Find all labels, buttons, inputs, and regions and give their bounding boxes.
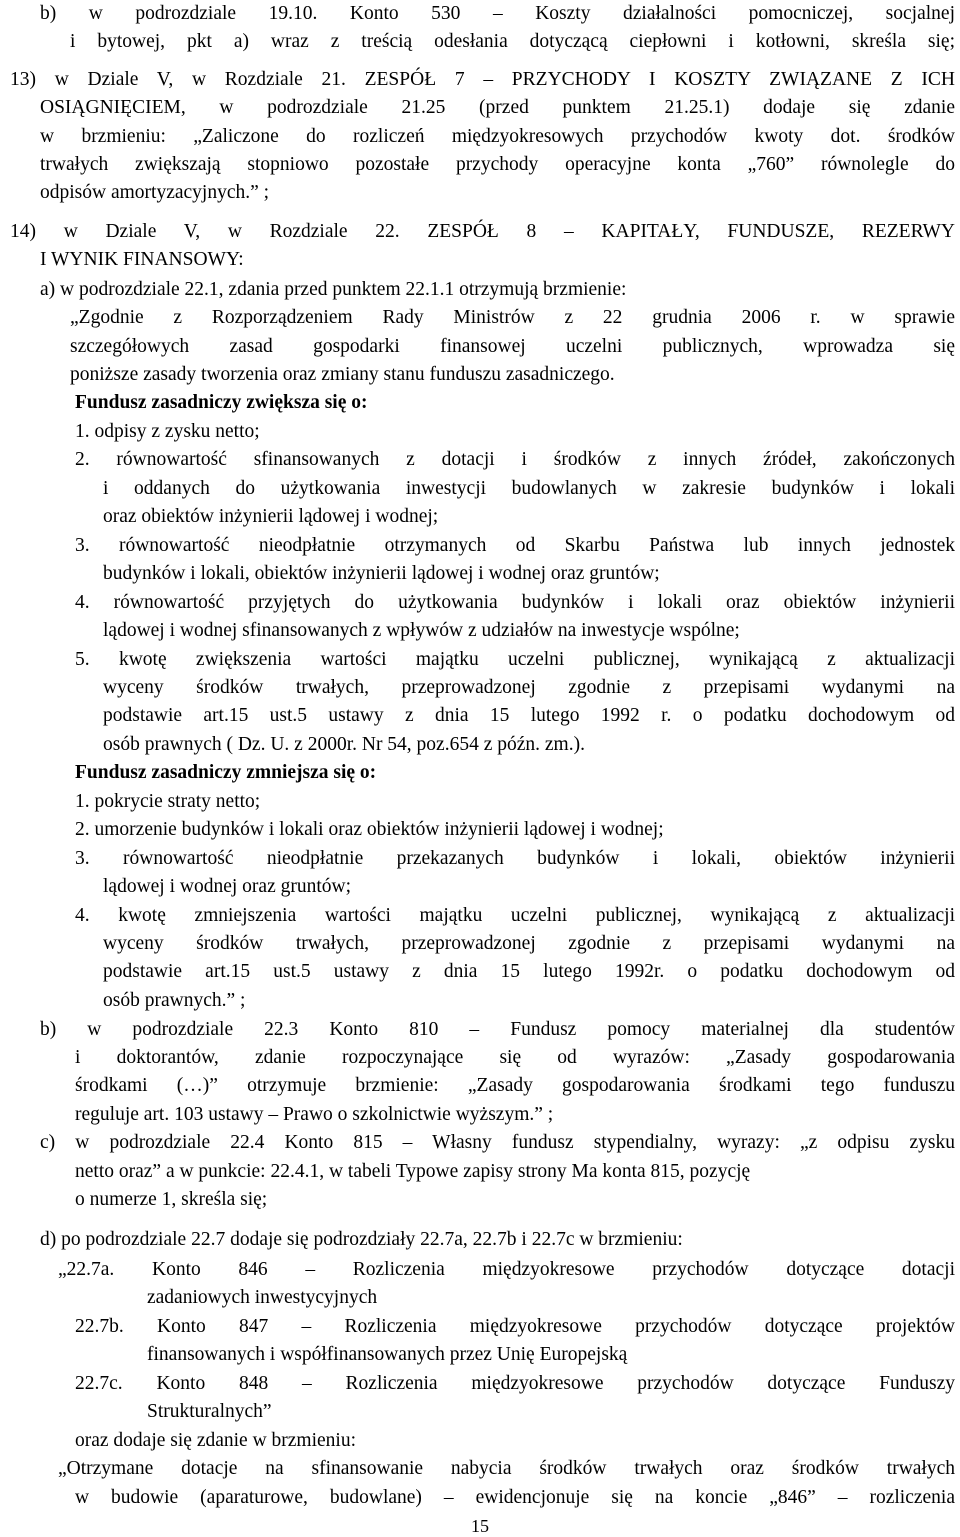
- text-line: oraz dodaje się zdanie w brzmieniu:: [75, 1430, 357, 1451]
- text-line: lądowej i wodnej oraz gruntów;: [103, 876, 352, 897]
- list-item: 3. równowartość nieodpłatnie przekazanych budynków i lokali, obiektów inżynierii: [75, 848, 955, 869]
- text-line: trwałych zwiększają stopniowo pozostałe przychody operacyjne konta „760” równolegle do: [40, 154, 955, 175]
- text-line: i oddanych do użytkowania inwestycji budowlanych w zakresie budynków i lokali: [103, 478, 955, 499]
- text-line: podstawie art.15 ust.5 ustawy z dnia 15 lutego 1992 r. o podatku dochodowym od: [103, 705, 955, 726]
- text-line: reguluje art. 103 ustawy – Prawo o szkolnictwie wyższym.” ;: [75, 1104, 554, 1125]
- text-line: Strukturalnych”: [147, 1401, 272, 1422]
- text-line: osób prawnych.” ;: [103, 990, 246, 1011]
- text-line: a) w podrozdziale 22.1, zdania przed punktem 22.1.1 otrzymują brzmienie:: [40, 279, 627, 300]
- text-line: oraz obiektów inżynierii lądowej i wodnej;: [103, 506, 439, 527]
- text-line: poniższe zasady tworzenia oraz zmiany stanu funduszu zasadniczego.: [70, 364, 615, 385]
- text-line: d) po podrozdziale 22.7 dodaje się podrozdziały 22.7a, 22.7b i 22.7c w brzmieniu:: [40, 1229, 683, 1250]
- text-line: 13) w Dziale V, w Rozdziale 21. ZESPÓŁ 7 – PRZYCHODY I KOSZTY ZWIĄZANE Z ICH: [10, 69, 955, 90]
- text-line: OSIĄGNIĘCIEM, w podrozdziale 21.25 (przed punktem 21.25.1) dodaje się zdanie: [40, 97, 955, 118]
- section-heading: Fundusz zasadniczy zmniejsza się o:: [75, 762, 377, 783]
- text-line: c) w podrozdziale 22.4 Konto 815 – Własny fundusz stypendialny, wyrazy: „z odpisu zysku: [40, 1132, 955, 1153]
- page-number: 15: [471, 1516, 489, 1536]
- text-line: b) w podrozdziale 19.10. Konto 530 – Koszty działalności pomocniczej, socjalnej: [40, 3, 955, 24]
- text-line: „Otrzymane dotacje na sfinansowanie nabycia środków trwałych oraz środków trwałych: [58, 1458, 955, 1479]
- list-item: 4. równowartość przyjętych do użytkowania budynków i lokali oraz obiektów inżynierii: [75, 592, 955, 613]
- text-line: wyceny środków trwałych, przeprowadzonej zgodnie z przepisami wydanymi na: [103, 677, 955, 698]
- text-line: szczegółowych zasad gospodarki finansowej uczelni publicznych, wprowadza się: [70, 336, 955, 357]
- text-line: i bytowej, pkt a) wraz z treścią odesłania dotyczącą ciepłowni i kotłowni, skreśla się;: [70, 31, 955, 52]
- text-line: odpisów amortyzacyjnych.” ;: [40, 182, 270, 203]
- text-line: budynków i lokali, obiektów inżynierii lądowej i wodnej oraz gruntów;: [103, 563, 660, 584]
- text-line: b) w podrozdziale 22.3 Konto 810 – Fundusz pomocy materialnej dla studentów: [40, 1019, 955, 1040]
- text-line: w budowie (aparaturowe, budowlane) – ewidencjonuje się na koncie „846” – rozliczenia: [75, 1487, 955, 1508]
- section-heading: Fundusz zasadniczy zwiększa się o:: [75, 392, 368, 413]
- text-line: i doktorantów, zdanie rozpoczynające się od wyrazów: „Zasady gospodarowania: [75, 1047, 955, 1068]
- text-line: I WYNIK FINANSOWY:: [40, 249, 244, 270]
- text-line: 14) w Dziale V, w Rozdziale 22. ZESPÓŁ 8 – KAPITAŁY, FUNDUSZE, REZERWY: [10, 221, 955, 242]
- text-line: w brzmieniu: „Zaliczone do rozliczeń międzyokresowych przychodów kwoty dot. środków: [40, 126, 955, 147]
- text-line: lądowej i wodnej sfinansowanych z wpływów z udziałów na inwestycje wspólne;: [103, 620, 740, 641]
- list-item: 4. kwotę zmniejszenia wartości majątku uczelni publicznej, wynikającą z aktualizacji: [75, 905, 955, 926]
- text-line: podstawie art.15 ust.5 ustawy z dnia 15 lutego 1992r. o podatku dochodowym od: [103, 961, 955, 982]
- text-line: zadaniowych inwestycyjnych: [147, 1287, 378, 1308]
- text-line: środkami (…)” otrzymuje brzmienie: „Zasady gospodarowania środkami tego funduszu: [75, 1075, 955, 1096]
- list-item: 2. równowartość sfinansowanych z dotacji i środków z innych źródeł, zakończonych: [75, 449, 955, 470]
- text-line: 22.7b. Konto 847 – Rozliczenia międzyokresowe przychodów dotyczące projektów: [75, 1316, 955, 1337]
- text-line: o numerze 1, skreśla się;: [75, 1189, 268, 1210]
- list-item: 5. kwotę zwiększenia wartości majątku uczelni publicznej, wynikającą z aktualizacji: [75, 649, 955, 670]
- list-item: 3. równowartość nieodpłatnie otrzymanych od Skarbu Państwa lub innych jednostek: [75, 535, 955, 556]
- text-line: wyceny środków trwałych, przeprowadzonej zgodnie z przepisami wydanymi na: [103, 933, 955, 954]
- text-line: „22.7a. Konto 846 – Rozliczenia międzyokresowe przychodów dotyczące dotacji: [58, 1259, 955, 1280]
- list-item: 2. umorzenie budynków i lokali oraz obiektów inżynierii lądowej i wodnej;: [75, 819, 664, 840]
- text-line: finansowanych i współfinansowanych przez Unię Europejską: [147, 1344, 628, 1365]
- list-item: 1. pokrycie straty netto;: [75, 791, 261, 812]
- text-line: osób prawnych ( Dz. U. z 2000r. Nr 54, poz.654 z późn. zm.).: [103, 734, 585, 755]
- text-line: „Zgodnie z Rozporządzeniem Rady Ministrów z 22 grudnia 2006 r. w sprawie: [70, 307, 955, 328]
- text-line: 22.7c. Konto 848 – Rozliczenia międzyokresowe przychodów dotyczące Funduszy: [75, 1373, 955, 1394]
- list-item: 1. odpisy z zysku netto;: [75, 421, 260, 442]
- text-line: netto oraz” a w punkcie: 22.4.1, w tabeli Typowe zapisy strony Ma konta 815, pozycję: [75, 1161, 751, 1182]
